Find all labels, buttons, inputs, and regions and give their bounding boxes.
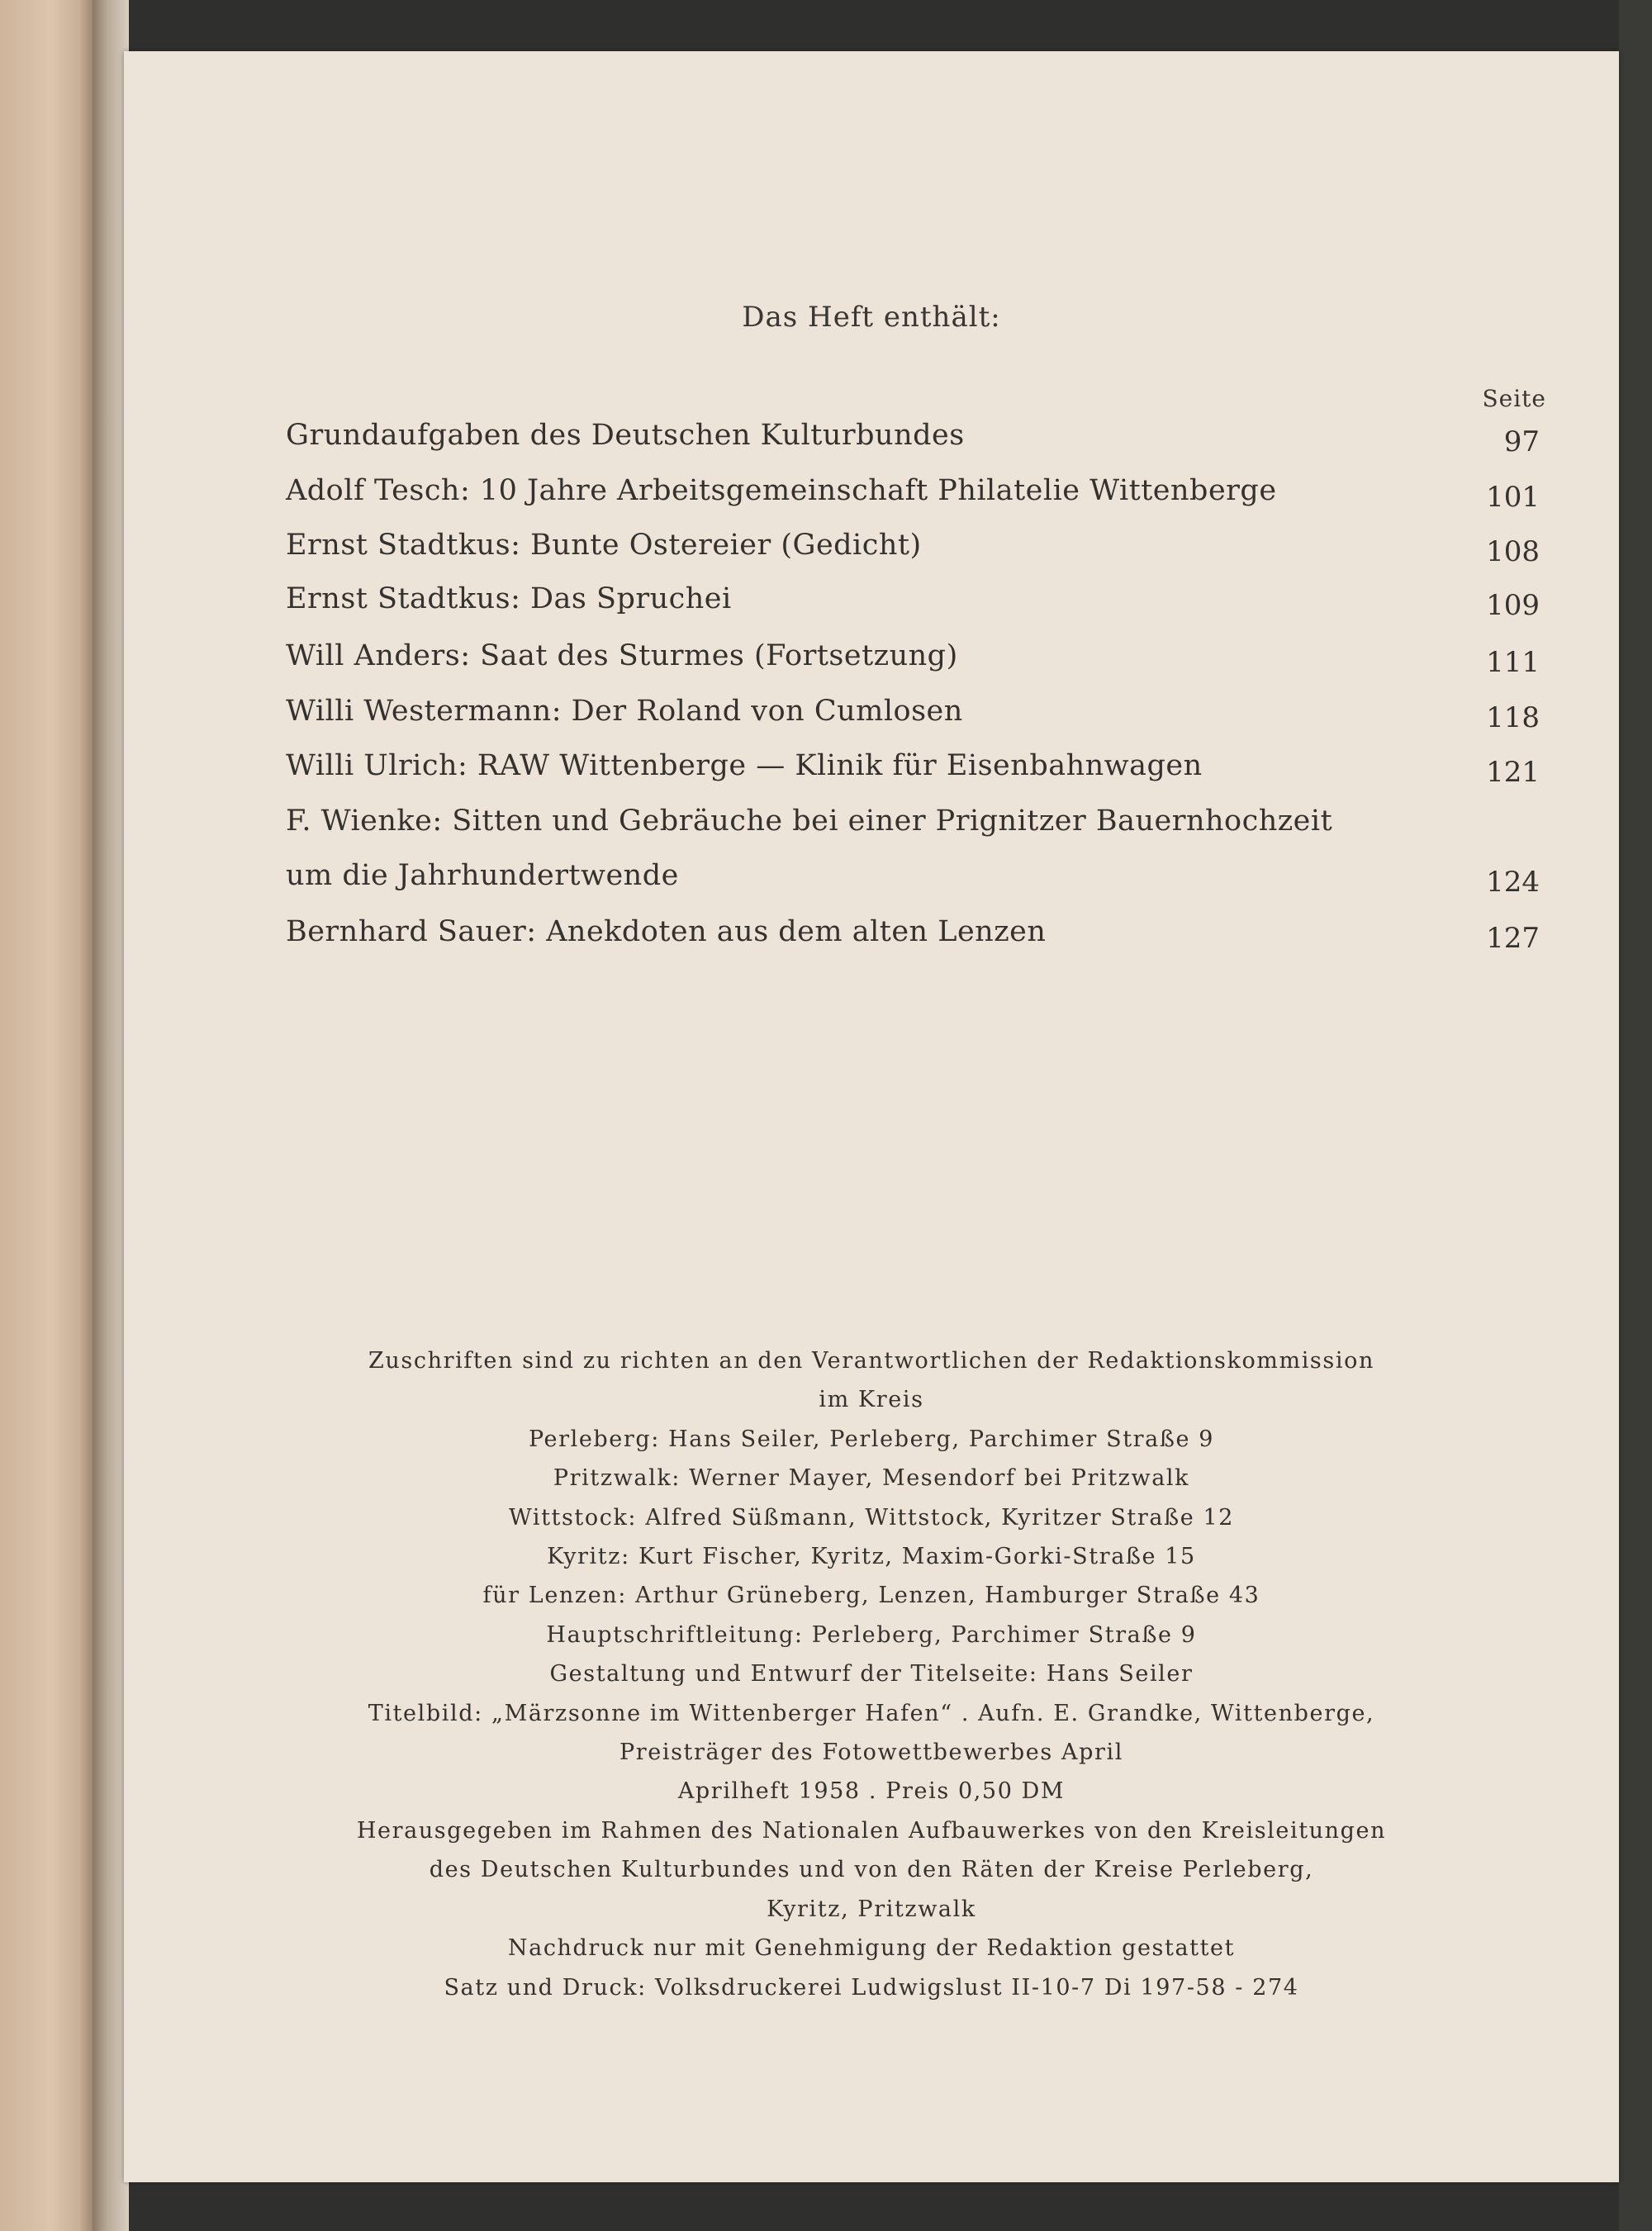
imprint-line: Zuschriften sind zu richten an den Verantwortlichen der Redaktionskommission — [368, 1348, 1374, 1374]
toc-page-number: 118 — [1486, 701, 1540, 734]
imprint-line: Gestaltung und Entwurf der Titelseite: Hans Seiler — [549, 1661, 1194, 1687]
toc-row — [124, 419, 1619, 460]
page-column-label: Seite — [1482, 385, 1546, 412]
toc-row — [124, 859, 1619, 900]
toc-title: Ernst Stadtkus: Das Spruchei — [286, 582, 732, 615]
toc-row — [124, 805, 1619, 846]
imprint-line: Pritzwalk: Werner Mayer, Mesendorf bei Pritzwalk — [553, 1465, 1190, 1492]
toc-page-number: 124 — [1486, 866, 1540, 899]
toc-row — [124, 529, 1619, 570]
imprint-line: Herausgegeben im Rahmen des Nationalen Aufbauwerkes von den Kreisleitungen — [356, 1817, 1387, 1844]
toc-row — [124, 474, 1619, 515]
imprint-block — [289, 1341, 1454, 2007]
imprint-line: Satz und Druck: Volksdruckerei Ludwigslust II-10-7 Di 197-58 - 274 — [444, 1974, 1299, 2001]
toc-row — [124, 639, 1619, 681]
toc-page-number: 109 — [1486, 589, 1540, 622]
cover-edge — [0, 0, 93, 2231]
imprint-line: Kyritz, Pritzwalk — [767, 1896, 976, 1922]
imprint-line: Titelbild: „Märzsonne im Wittenberger Hafen“ . Aufn. E. Grandke, Wittenberge, — [368, 1700, 1375, 1726]
background-edge — [1619, 0, 1652, 2231]
document-page — [124, 51, 1619, 2182]
page-heading: Das Heft enthält: — [742, 301, 1001, 334]
toc-title: Willi Westermann: Der Roland von Cumlosen — [286, 695, 963, 728]
toc-page-number: 101 — [1486, 481, 1540, 514]
imprint-line: Nachdruck nur mit Genehmigung der Redaktion gestattet — [507, 1935, 1236, 1962]
toc-title: F. Wienke: Sitten und Gebräuche bei einer Prignitzer Bauernhochzeit — [286, 805, 1333, 838]
toc-title: Adolf Tesch: 10 Jahre Arbeitsgemeinschaft Philatelie Wittenberge — [286, 474, 1277, 507]
imprint-line: Kyritz: Kurt Fischer, Kyritz, Maxim-Gorki-Straße 15 — [547, 1544, 1196, 1570]
imprint-line: Perleberg: Hans Seiler, Perleberg, Parchimer Straße 9 — [528, 1426, 1215, 1452]
toc-title: Willi Ulrich: RAW Wittenberge — Klinik für Eisenbahnwagen — [286, 749, 1203, 782]
toc-page-number: 111 — [1486, 646, 1540, 679]
toc-title: Ernst Stadtkus: Bunte Ostereier (Gedicht) — [286, 529, 922, 562]
toc-title: Will Anders: Saat des Sturmes (Fortsetzung) — [286, 639, 958, 672]
imprint-line: im Kreis — [819, 1387, 924, 1413]
toc-row — [124, 749, 1619, 790]
toc-page-number: 127 — [1486, 922, 1540, 955]
toc-page-number: 121 — [1486, 756, 1540, 789]
toc-title: Grundaufgaben des Deutschen Kulturbundes — [286, 419, 965, 452]
imprint-line: Preisträger des Fotowettbewerbes April — [620, 1740, 1123, 1766]
toc-row — [124, 915, 1619, 956]
imprint-line: für Lenzen: Arthur Grüneberg, Lenzen, Hamburger Straße 43 — [482, 1583, 1260, 1609]
toc-page-number: 108 — [1486, 535, 1540, 568]
imprint-line: Hauptschriftleitung: Perleberg, Parchimer Straße 9 — [546, 1621, 1197, 1648]
toc-row — [124, 695, 1619, 736]
imprint-line: Aprilheft 1958 . Preis 0,50 DM — [677, 1778, 1066, 1805]
toc-title: Bernhard Sauer: Anekdoten aus dem alten Lenzen — [286, 915, 1047, 948]
toc-title: um die Jahrhundertwende — [286, 859, 679, 892]
toc-row — [124, 582, 1619, 624]
imprint-line: des Deutschen Kulturbundes und von den Räten der Kreise Perleberg, — [429, 1857, 1314, 1883]
imprint-line: Wittstock: Alfred Süßmann, Wittstock, Kyritzer Straße 12 — [508, 1504, 1235, 1531]
toc-page-number: 97 — [1503, 425, 1540, 458]
